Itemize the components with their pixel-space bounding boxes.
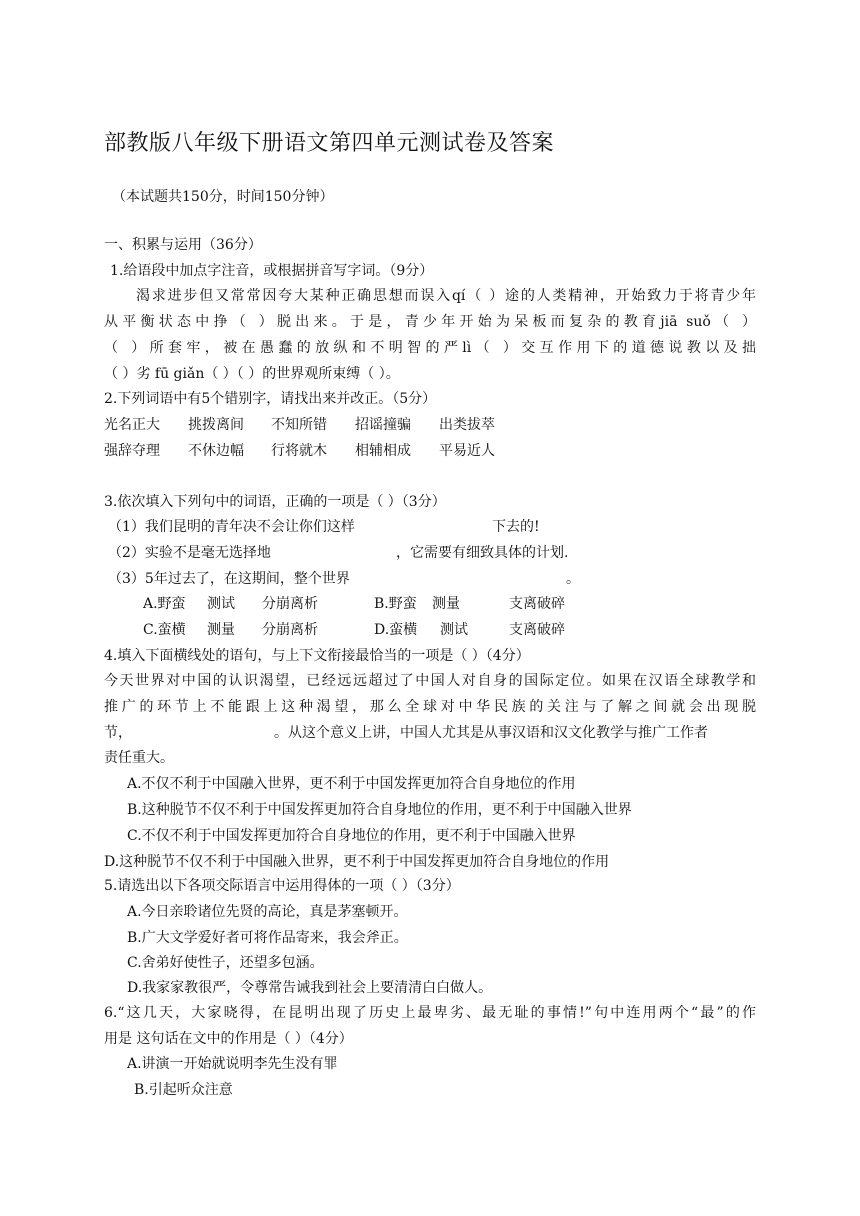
section-heading: 一、积累与运用（36分）: [104, 237, 262, 253]
question-3-option-a: 分崩离析: [262, 596, 318, 612]
question-2-word: 挑拨离间: [188, 417, 244, 433]
question-4-option-d: D.这种脱节不仅不利于中国融入世界，更不利于中国发挥更加符合自身地位的作用: [104, 854, 610, 870]
question-2-word: 出类拔萃: [439, 417, 495, 433]
question-3-sentence-2: （2）实验不是毫无选择地: [108, 545, 271, 561]
question-1-line-4: （ ）劣 fū giǎn（ ）（ ）的世界观所束缚（ ）。: [104, 366, 400, 382]
exam-note: （本试题共150分，时间150分钟）: [112, 189, 334, 205]
question-3-option-a: 测试: [207, 596, 235, 612]
question-1-stem: 1.给语段中加点字注音，或根据拼音写字词。（9分）: [110, 263, 434, 279]
question-5-option-b: B.广大文学爱好者可将作品寄来，我会斧正。: [127, 930, 408, 946]
question-6-option-b: B.引起听众注意: [134, 1082, 233, 1098]
question-4-option-c: C.不仅不利于中国发挥更加符合自身地位的作用，更不利于中国融入世界: [127, 828, 576, 844]
question-3-option-b: B.野蛮: [374, 596, 417, 612]
question-2-word: 强辞夺理: [104, 443, 160, 459]
question-1-line-2: 从平衡状态中挣（ ）脱出来。于是，青少年开始为呆板而复杂的教育jiā suǒ（ ）: [104, 314, 756, 330]
question-4-option-a: A.不仅不利于中国融入世界，更不利于中国发挥更加符合自身地位的作用: [127, 776, 576, 792]
question-5-stem: 5.请选出以下各项交际语言中运用得体的一项（ ）（3分）: [104, 878, 460, 894]
question-4-stem: 4.填入下面横线处的语句，与上下文衔接最恰当的一项是（ ）（4分）: [104, 648, 530, 664]
question-3-sentence-1-end: 下去的!: [492, 519, 540, 535]
question-4-option-b: B.这种脱节不仅不利于中国发挥更加符合自身地位的作用，更不利于中国融入世界: [127, 802, 632, 818]
question-3-option-d: D.蛮横: [374, 622, 418, 638]
question-2-word: 行将就木: [271, 443, 327, 459]
question-3-option-d: 测试: [440, 622, 468, 638]
question-3-option-b: 测量: [432, 596, 460, 612]
question-1-line-3: （ ）所套牢，被在愚蠢的放纵和不明智的严lì（ ）交互作用下的道德说教以及拙: [104, 340, 756, 356]
question-3-sentence-2-end: ，它需要有细致具体的计划.: [396, 545, 569, 561]
question-4-passage-2: 推广的环节上不能跟上这种渴望，那么全球对中华民族的关注与了解之间就会出现脱: [104, 699, 756, 715]
question-2-word: 光名正大: [104, 417, 160, 433]
question-6-option-a: A.讲演一开始就说明李先生没有罪: [127, 1056, 338, 1072]
question-6-line-1: 6.“这几天，大家晓得，在昆明出现了历史上最卑劣、最无耻的事情!”句中连用两个“最”的作: [104, 1005, 756, 1021]
question-2-word: 不休边幅: [188, 443, 244, 459]
question-3-sentence-3: （3）5年过去了，在这期间，整个世界: [108, 571, 350, 587]
question-3-option-b: 支离破碎: [509, 596, 565, 612]
question-2-word: 相辅相成: [355, 443, 411, 459]
question-2-word: 平易近人: [439, 443, 495, 459]
question-3-option-d: 支离破碎: [509, 622, 565, 638]
question-5-option-c: C.舍弟好使性子，还望多包涵。: [127, 955, 324, 971]
question-3-sentence-1: （1）我们昆明的青年决不会让你们这样: [108, 519, 355, 535]
question-4-passage-3a: 节，: [104, 725, 132, 741]
document-title: 部教版八年级下册语文第四单元测试卷及答案: [104, 131, 555, 156]
question-2-stem: 2.下列词语中有5个错别字，请找出来并改正。（5分）: [104, 391, 437, 407]
question-1-line-1: 渴求进步但又常常因夸大某种正确思想而误入qí（ ）途的人类精神，开始致力于将青少年: [136, 288, 756, 304]
question-4-passage-4: 责任重大。: [104, 750, 174, 766]
question-3-stem: 3.依次填入下列句中的词语，正确的一项是（ ）（3分）: [104, 494, 446, 510]
question-4-passage-1: 今天世界对中国的认识渴望，已经远远超过了中国人对自身的国际定位。如果在汉语全球教学和: [104, 673, 756, 689]
question-5-option-d: D.我家家教很严，令尊常告诫我到社会上要清清白白做人。: [127, 980, 493, 996]
question-3-option-c: 测量: [207, 622, 235, 638]
question-3-option-c: 分崩离析: [262, 622, 318, 638]
question-3-option-a: A.野蛮: [143, 596, 186, 612]
question-3-sentence-3-end: 。: [566, 571, 580, 587]
question-2-word: 不知所错: [271, 417, 327, 433]
question-5-option-a: A.今日亲聆诸位先贤的高论，真是茅塞顿开。: [127, 904, 408, 920]
question-2-word: 招谣撞骗: [355, 417, 411, 433]
question-3-option-c: C.蛮横: [143, 622, 186, 638]
question-6-line-2: 用是 这句话在文中的作用是（ ）（4分）: [104, 1031, 353, 1047]
question-4-passage-3b: 。从这个意义上讲，中国人尤其是从事汉语和汉文化教学与推广工作者: [274, 725, 708, 741]
